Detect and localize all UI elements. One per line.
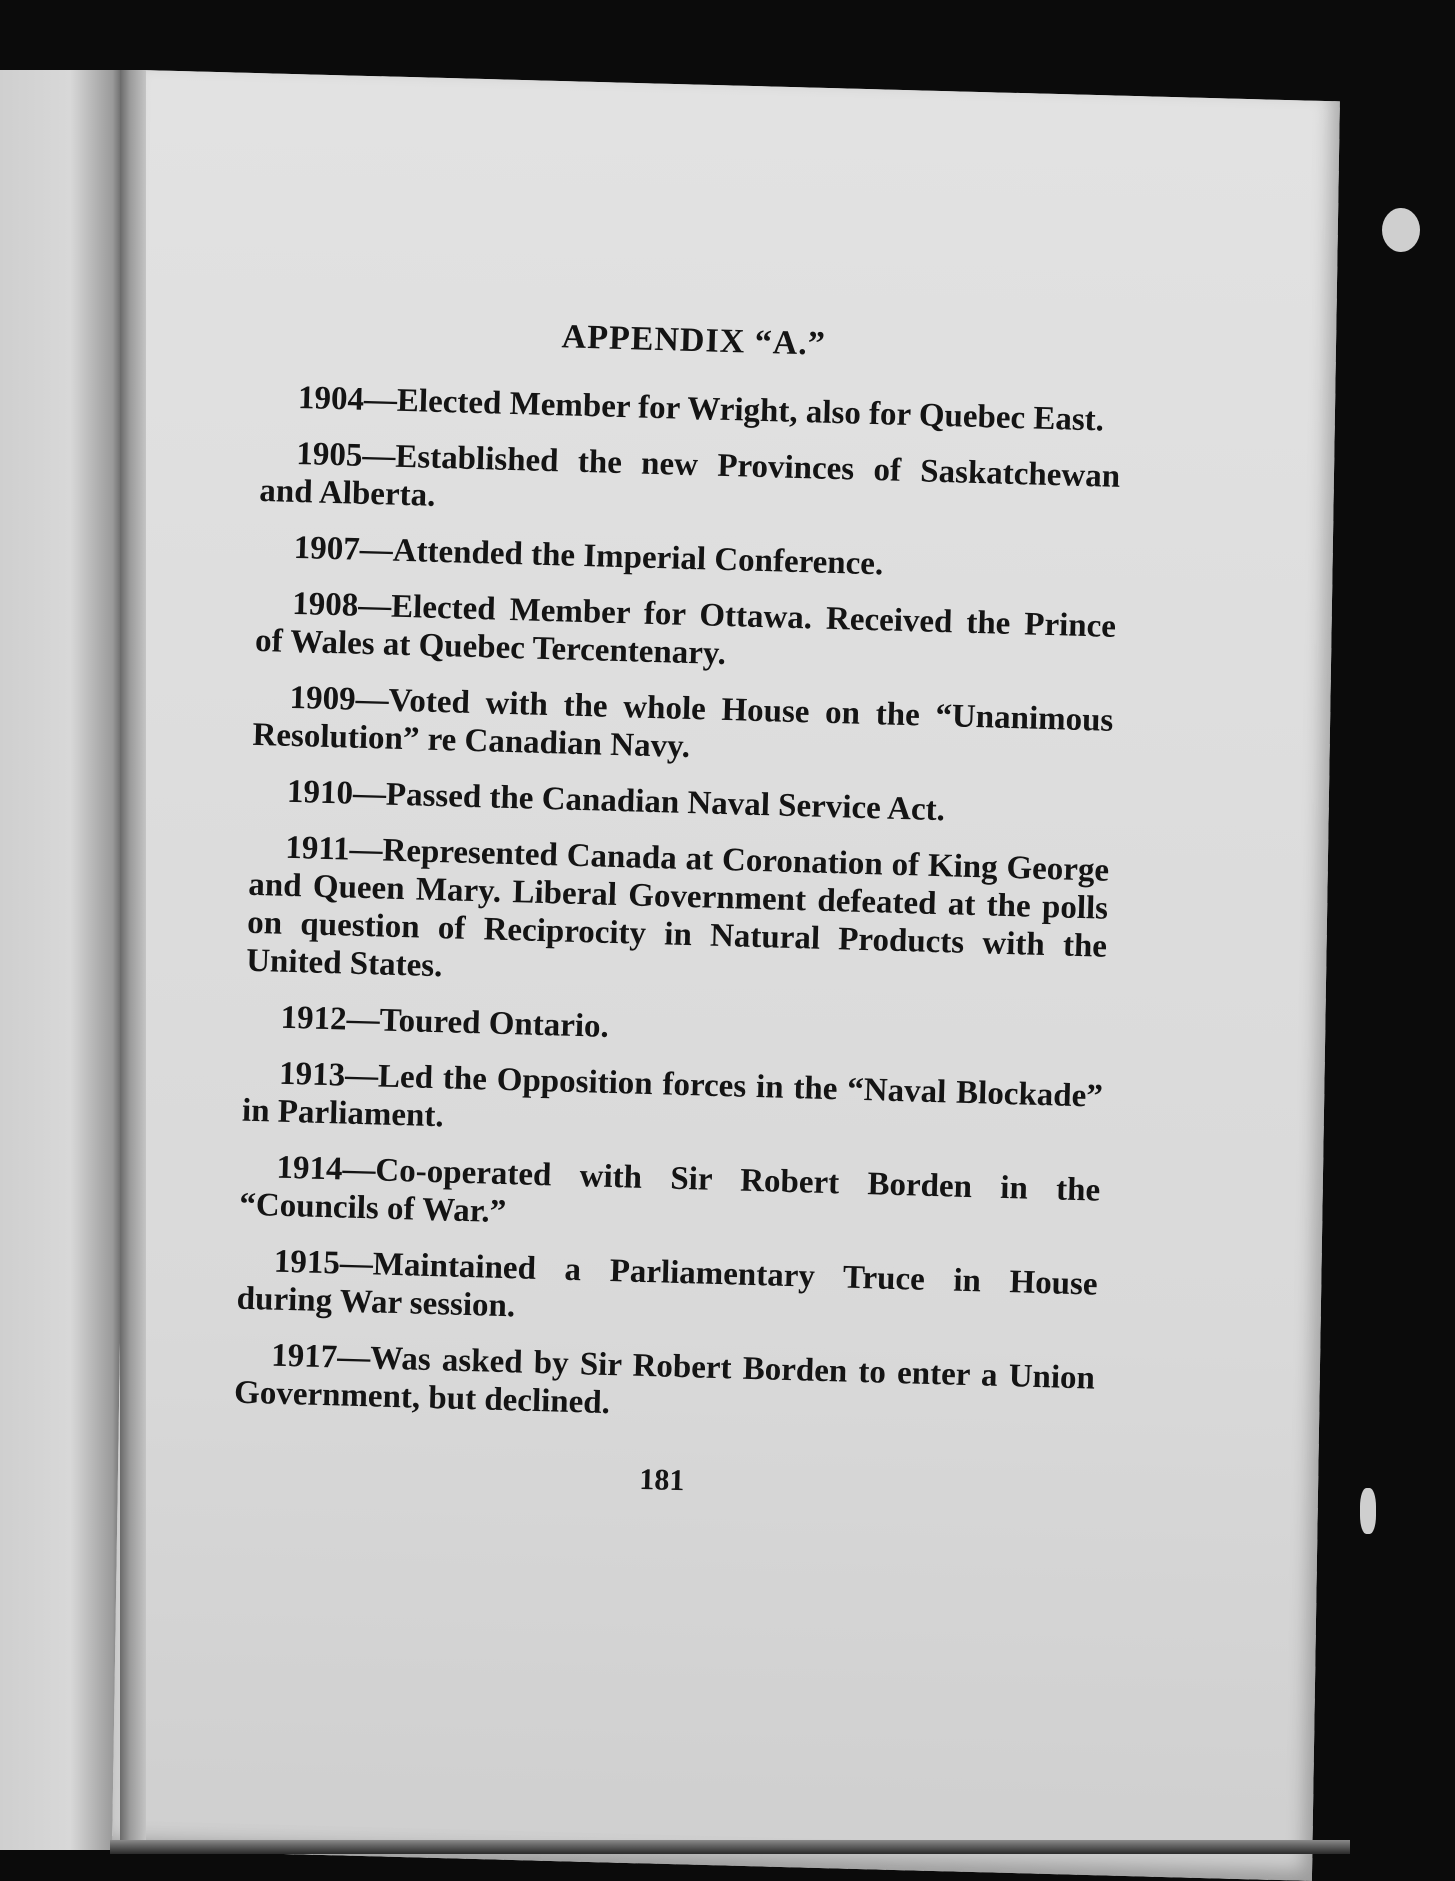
entry-1911: 1911—Represented Canada at Coronation of King George and Queen Mary. Liberal Government defeated at the polls on question of Reciprocity in Natural Products with the United States.	[245, 829, 1110, 985]
entry-1908: 1908—Elected Member for Ottawa. Received the Prince of Wales at Quebec Tercentenary.	[254, 585, 1117, 673]
entry-1904: 1904—Elected Member for Wright, also for Quebec East.	[297, 379, 1105, 439]
page-text	[232, 290, 1125, 1510]
entry-1905: 1905—Established the new Provinces of Saskatchewan and Alberta.	[258, 435, 1121, 514]
scan-artifact	[1360, 1488, 1376, 1534]
entry-1915: 1915—Maintained a Parliamentary Truce in House during War session.	[236, 1243, 1099, 1325]
page-number: 181	[638, 1462, 685, 1498]
book-gutter	[120, 70, 146, 1850]
entry-1913: 1913—Led the Opposition forces in the “Naval Blockade” in Parliament.	[241, 1055, 1104, 1135]
page-title: APPENDIX “A.”	[561, 318, 827, 363]
entry-1910: 1910—Passed the Canadian Naval Service Act.	[286, 773, 946, 829]
scan-artifact	[1382, 208, 1420, 252]
page-bottom-shadow	[110, 1840, 1350, 1854]
entry-1917: 1917—Was asked by Sir Robert Borden to enter a Union Government, but declined.	[233, 1337, 1096, 1422]
entry-1907: 1907—Attended the Imperial Conference.	[293, 529, 884, 583]
entry-1912: 1912—Toured Ontario.	[280, 999, 610, 1045]
entry-1909: 1909—Voted with the whole House on the “Unanimous Resolution” re Canadian Navy.	[252, 679, 1114, 766]
entry-1914: 1914—Co-operated with Sir Robert Borden in the “Councils of War.”	[238, 1149, 1101, 1231]
facing-page-edge	[0, 70, 128, 1850]
